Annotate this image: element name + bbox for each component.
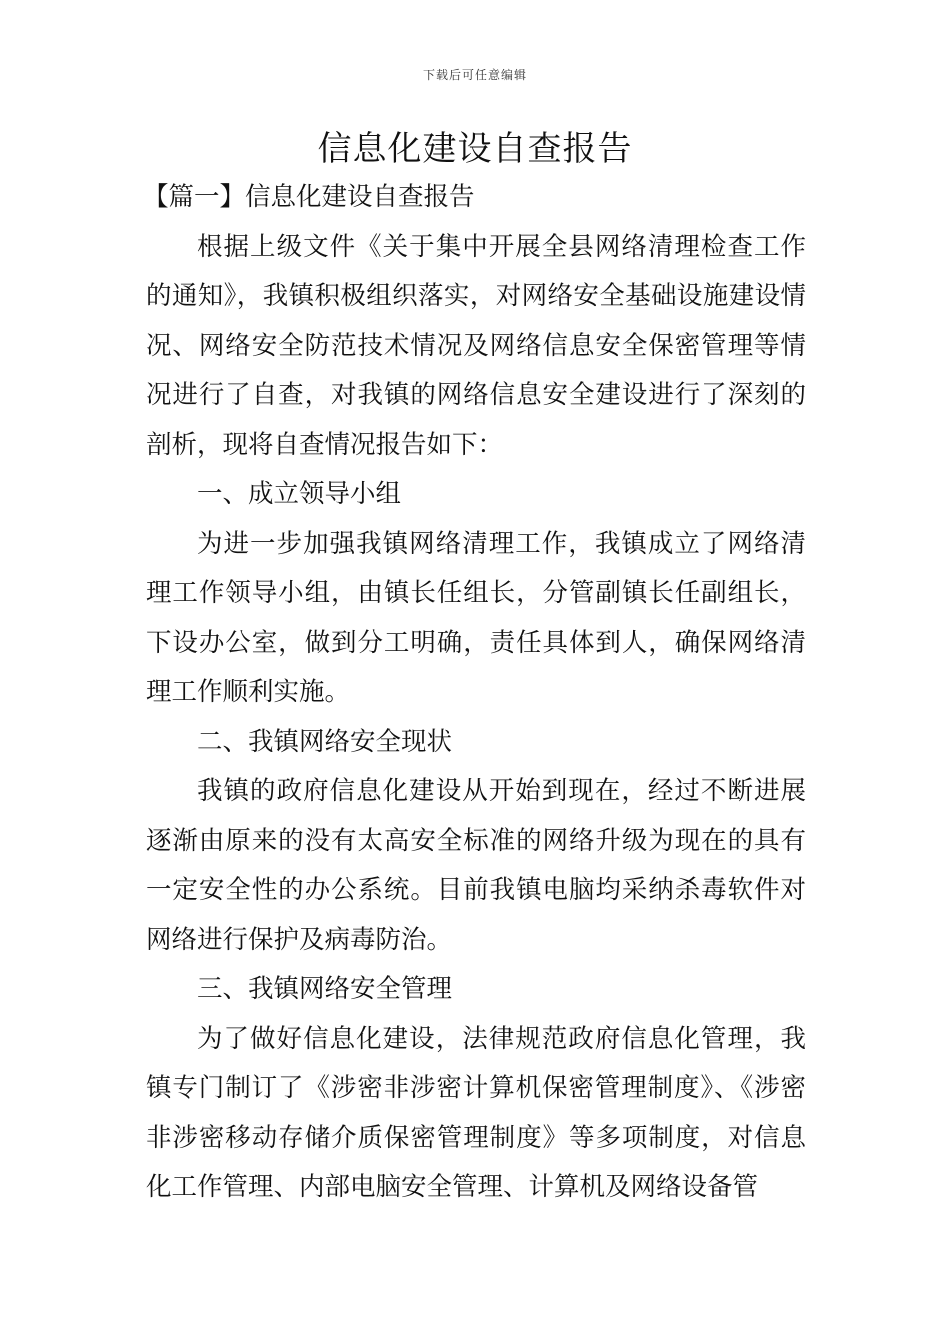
document-body xyxy=(143,173,806,1213)
document-title: 信息化建设自查报告 xyxy=(317,129,633,169)
header-note: 下载后可任意编辑 xyxy=(422,68,527,82)
paragraph-intro: 根据上级文件《关于集中开展全县网络清理检查工作的通知》，我镇积极组织落实，对网络安全基础设施建设情况、网络安全防范技术情况及网络信息安全保密管理等情况进行了自查，对我镇的网络信息安全建设进行了深刻的剖析，现将自查情况报告如下： xyxy=(146,231,806,460)
paragraph-security-management: 为了做好信息化建设，法律规范政府信息化管理，我镇专门制订了《涉密非涉密计算机保密管理制度》、《涉密非涉密移动存储介质保密管理制度》等多项制度，对信息化工作管理、内部电脑安全管理、计算机及网络设备管 xyxy=(146,1023,806,1202)
section-title: 【篇一】信息化建设自查报告 xyxy=(143,182,475,212)
heading-security-management: 三、我镇网络安全管理 xyxy=(197,974,453,1004)
heading-leadership-group: 一、成立领导小组 xyxy=(197,479,402,509)
heading-security-status: 二、我镇网络安全现状 xyxy=(197,726,453,757)
paragraph-leadership-group: 为进一步加强我镇网络清理工作，我镇成立了网络清理工作领导小组，由镇长任组长，分管副镇长任副组长，下设办公室，做到分工明确，责任具体到人，确保网络清理工作顺利实施。 xyxy=(146,528,806,707)
paragraph-security-status: 我镇的政府信息化建设从开始到现在，经过不断进展逐渐由原来的没有太高安全标准的网络升级为现在的具有一定安全性的办公系统。目前我镇电脑均采纳杀毒软件对网络进行保护及病毒防治。 xyxy=(146,776,806,955)
